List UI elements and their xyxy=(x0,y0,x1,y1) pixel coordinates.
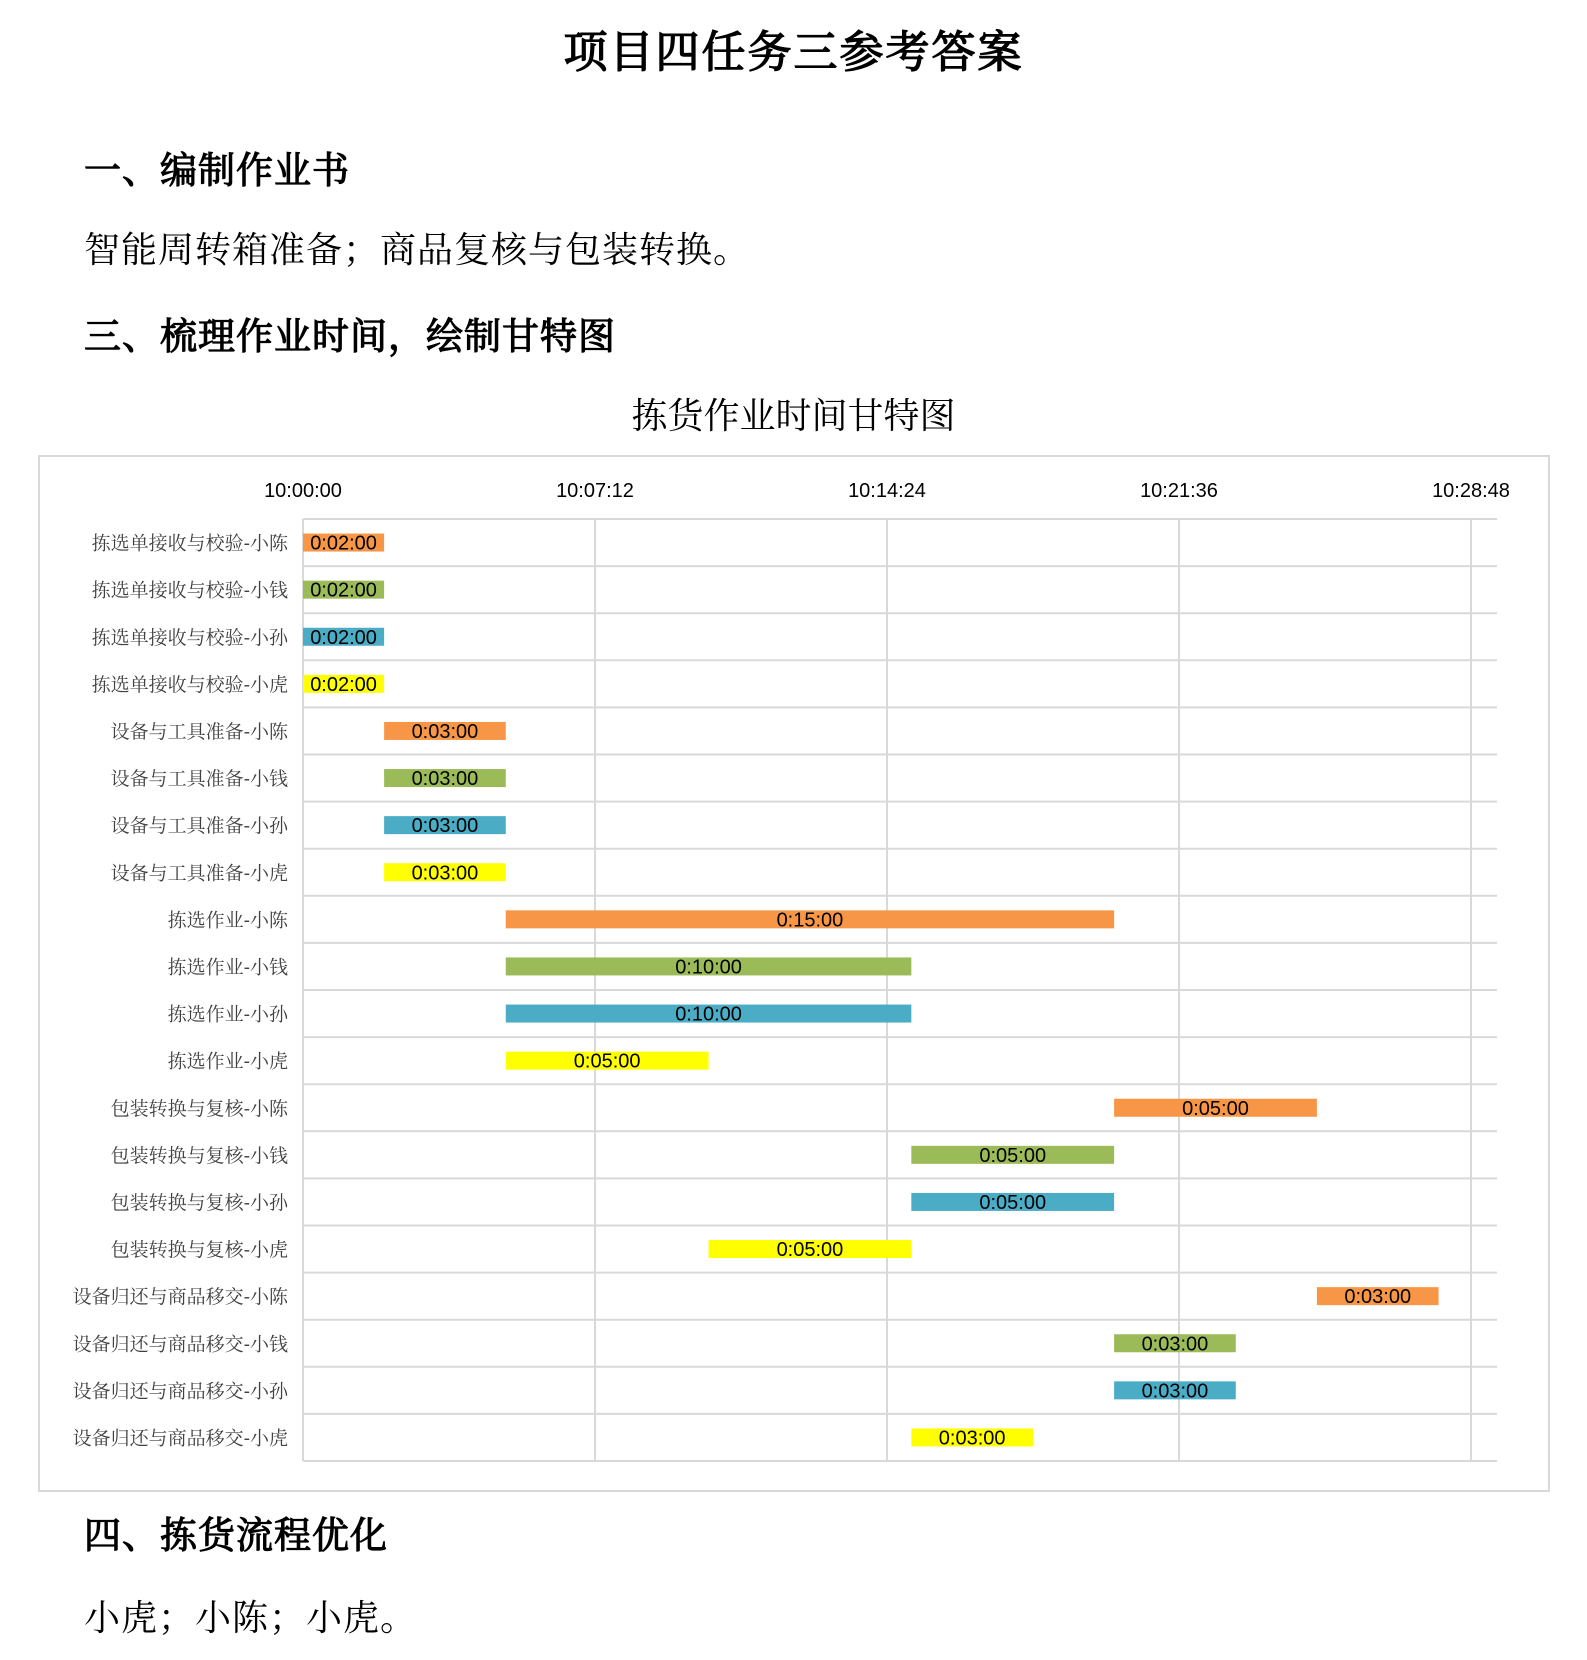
section4-heading: 四、拣货流程优化 xyxy=(84,1513,388,1557)
task-category-label: 拣选作业-小虎 xyxy=(167,1050,288,1073)
task-category-label: 设备归还与商品移交-小钱 xyxy=(72,1333,288,1356)
bar-duration-label: 0:02:00 xyxy=(310,626,377,649)
section1-text: 智能周转箱准备；商品复核与包装转换。 xyxy=(84,230,751,271)
task-category-label: 包装转换与复核-小虎 xyxy=(110,1239,288,1262)
section4-text: 小虎；小陈；小虎。 xyxy=(84,1598,418,1639)
task-category-label: 拣选单接收与校验-小陈 xyxy=(91,532,288,555)
bar-duration-label: 0:05:00 xyxy=(776,1239,844,1262)
task-category-label: 包装转换与复核-小孙 xyxy=(110,1191,288,1214)
task-category-label: 设备与工具准备-小陈 xyxy=(110,720,288,743)
gantt-chart xyxy=(38,455,1550,1492)
section1-heading: 一、编制作业书 xyxy=(84,148,350,192)
bar-duration-label: 0:05:00 xyxy=(979,1144,1047,1167)
x-tick-label: 10:07:12 xyxy=(556,480,634,502)
task-category-label: 拣选作业-小钱 xyxy=(167,956,288,979)
task-category-label: 拣选单接收与校验-小孙 xyxy=(91,626,288,649)
bar-duration-label: 0:02:00 xyxy=(310,579,377,602)
bar-duration-label: 0:02:00 xyxy=(310,673,377,696)
chart-title: 拣货作业时间甘特图 xyxy=(631,396,956,437)
bar-duration-label: 0:10:00 xyxy=(675,1003,742,1026)
bar-duration-label: 0:03:00 xyxy=(938,1427,1006,1450)
x-tick-label: 10:28:48 xyxy=(1432,480,1510,502)
bar-duration-label: 0:05:00 xyxy=(1182,1097,1249,1120)
task-category-label: 设备与工具准备-小钱 xyxy=(110,768,288,791)
gantt-svg xyxy=(40,457,1548,1490)
task-category-label: 拣选单接收与校验-小虎 xyxy=(91,673,288,696)
document-title: 项目四任务三参考答案 xyxy=(563,27,1024,78)
bar-duration-label: 0:05:00 xyxy=(979,1191,1047,1214)
task-category-label: 设备归还与商品移交-小虎 xyxy=(72,1427,288,1450)
x-tick-label: 10:21:36 xyxy=(1140,480,1218,502)
bar-duration-label: 0:03:00 xyxy=(1141,1380,1209,1403)
section3-heading: 三、梳理作业时间，绘制甘特图 xyxy=(84,314,616,358)
task-category-label: 设备与工具准备-小虎 xyxy=(110,862,288,885)
task-category-label: 包装转换与复核-小陈 xyxy=(110,1097,288,1120)
task-category-label: 包装转换与复核-小钱 xyxy=(110,1144,288,1167)
task-category-label: 拣选作业-小孙 xyxy=(167,1003,288,1026)
task-category-label: 设备与工具准备-小孙 xyxy=(110,815,288,838)
x-tick-label: 10:00:00 xyxy=(264,480,342,502)
bar-duration-label: 0:03:00 xyxy=(411,815,479,838)
bar-duration-label: 0:15:00 xyxy=(776,909,844,932)
bar-duration-label: 0:05:00 xyxy=(573,1050,641,1073)
bar-duration-label: 0:02:00 xyxy=(310,532,377,555)
x-tick-label: 10:14:24 xyxy=(848,480,926,502)
bar-duration-label: 0:03:00 xyxy=(411,862,479,885)
bar-duration-label: 0:03:00 xyxy=(411,720,479,743)
bar-duration-label: 0:03:00 xyxy=(1344,1286,1412,1309)
task-category-label: 拣选单接收与校验-小钱 xyxy=(91,579,288,602)
bar-duration-label: 0:10:00 xyxy=(675,956,742,979)
task-category-label: 设备归还与商品移交-小孙 xyxy=(72,1380,288,1403)
bar-duration-label: 0:03:00 xyxy=(411,768,479,791)
task-category-label: 设备归还与商品移交-小陈 xyxy=(72,1286,288,1309)
task-category-label: 拣选作业-小陈 xyxy=(167,909,288,932)
bar-duration-label: 0:03:00 xyxy=(1141,1333,1209,1356)
